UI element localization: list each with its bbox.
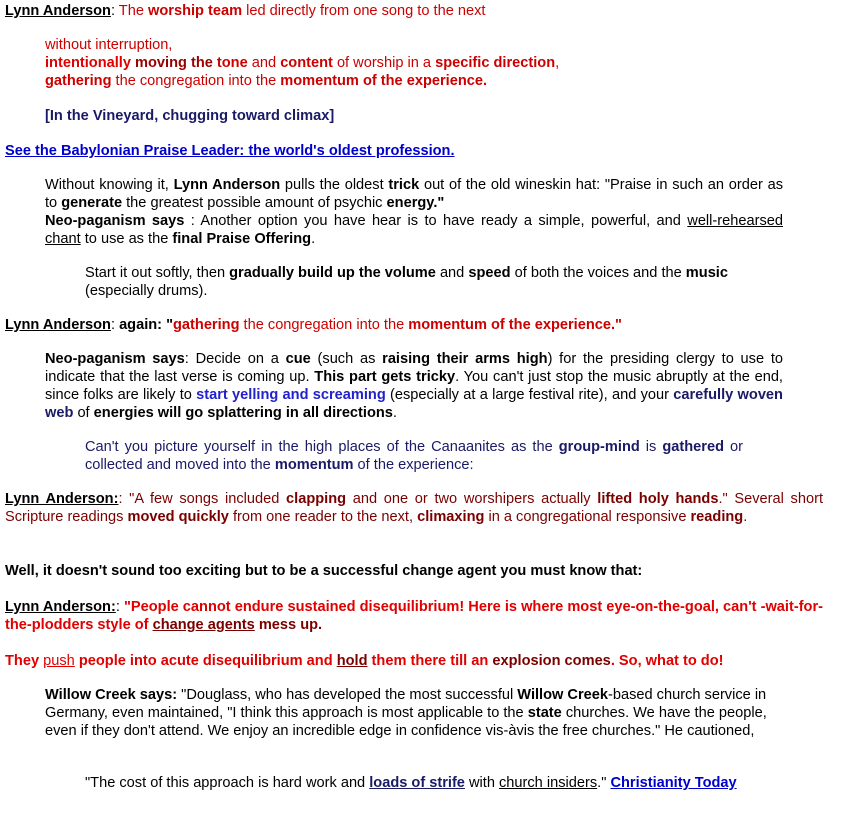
canaanites-paragraph: Can't you picture yourself in the high places of the Canaanites as the group-mind is gathered or collected and moved into the momentum of the experience: bbox=[85, 439, 743, 473]
anderson-quote-continued: without interruption, intentionally moving the tone and content of worship in a specific direction, gathering the congregation into the momentum of the experience. bbox=[45, 37, 560, 89]
babylonian-praise-leader-link[interactable]: See the Babylonian Praise Leader: the world's oldest profession. bbox=[5, 143, 455, 159]
speaker-name: Lynn Anderson bbox=[5, 3, 111, 19]
neo-paganism-chant-paragraph: Neo-paganism says : Another option you have hear is to have ready a simple, powerful, and well-rehearsed chant to use as the final Praise Offering. bbox=[45, 213, 783, 247]
anderson-disequilibrium-quote: Lynn Anderson:: "People cannot endure sustained disequilibrium! Here is where most eye-on-the-goal, can't -wait-for-the-plodders style of change agents mess up. bbox=[5, 599, 824, 633]
push-hold-statement: They push people into acute disequilibrium and hold them there till an explosion comes. So, what to do! bbox=[5, 653, 724, 669]
cost-of-approach-quote: "The cost of this approach is hard work and loads of strife with church insiders." Christianity Today bbox=[85, 775, 737, 791]
anderson-quote-intro: Lynn Anderson: The worship team led directly from one song to the next bbox=[5, 3, 486, 19]
oldest-trick-paragraph: Without knowing it, Lynn Anderson pulls the oldest trick out of the old wineskin hat: "Praise in such an order as to generate the greatest possible amount of psychic energy." bbox=[45, 177, 783, 211]
speaker-name: Lynn Anderson: bbox=[5, 491, 119, 507]
anderson-again-quote: Lynn Anderson: again: "gathering the congregation into the momentum of the experience." bbox=[5, 317, 622, 333]
anderson-clapping-quote: Lynn Anderson:: "A few songs included clapping and one or two worshipers actually lifted holy hands." Several short Scripture readings moved quickly from one reader to the next, climaxing in a congregational responsive reading. bbox=[5, 491, 823, 525]
willow-creek-paragraph: Willow Creek says: "Douglass, who has developed the most successful Willow Creek-based church service in Germany, even maintained, "I think this approach is most applicable to the state churches. We have the people, even if they don't attend. We enjoy an incredible edge in confidence vis-àvis the free churches." He cautioned, bbox=[45, 687, 767, 739]
speaker-name: Lynn Anderson bbox=[5, 317, 111, 333]
vineyard-note: [In the Vineyard, chugging toward climax] bbox=[45, 108, 335, 124]
build-volume-paragraph: Start it out softly, then gradually build up the volume and speed of both the voices and the music (especially drums). bbox=[85, 265, 728, 299]
change-agent-statement: Well, it doesn't sound too exciting but to be a successful change agent you must know that: bbox=[5, 563, 643, 579]
christianity-today-link[interactable]: Christianity Today bbox=[610, 775, 737, 791]
speaker-name: Lynn Anderson: bbox=[5, 599, 116, 615]
neo-paganism-cue-paragraph: Neo-paganism says: Decide on a cue (such as raising their arms high) for the presiding clergy to use to indicate that the last verse is coming up. This part gets tricky. You can't just stop the music abruptly at the end, since folks are likely to start yelling and screaming (especially at a large festival rite), and your carefully woven web of energies will go splattering in all directions. bbox=[45, 351, 784, 421]
babylonian-link-line bbox=[5, 142, 835, 160]
